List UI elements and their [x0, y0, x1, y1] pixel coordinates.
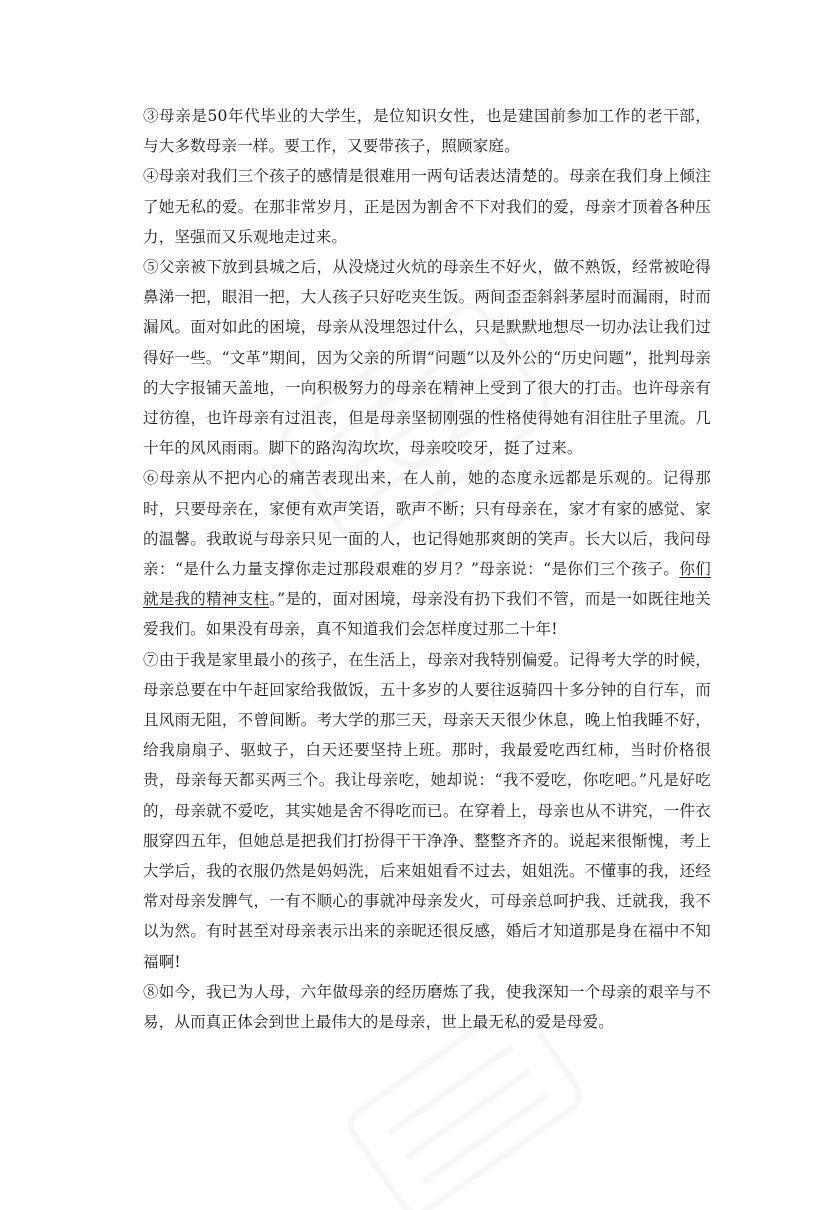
paragraph-7 — [143, 645, 711, 977]
paragraph-number: ⑦ — [143, 650, 159, 669]
underlined-phrase: 你们就是我的精神支柱 — [143, 560, 712, 609]
paragraph-text: 如今，我已为人母，六年做母亲的经历磨炼了我，使我深知一个母亲的艰辛与不易，从而真正体会到世上最伟大的是母亲，世上最无私的爱是母爱。 — [143, 982, 711, 1032]
paragraph-4 — [143, 161, 711, 252]
paragraph-3 — [143, 101, 711, 161]
paragraph-text: 父亲被下放到县城之后，从没烧过火炕的母亲生不好火，做不熟饭，经常被呛得鼻涕一把，眼泪一把，大人孩子只好吃夹生饭。两间歪歪斜斜茅屋时而漏雨，时而漏风。面对如此的困境，母亲从没埋怨过什么，只是默默地想尽一切办法让我们过得好一些。“文革”期间，因为父亲的所谓“问题”以及外公的“历史问题”，批判母亲的大字报铺天盖地，一向积极努力的母亲在精神上受到了很大的打击。也许母亲有过彷徨，也许母亲有过沮丧，但是母亲坚韧刚强的性格使得她有泪往肚子里流。几十年的风风雨雨。脚下的路沟沟坎坎，母亲咬咬牙，挺了过来。 — [143, 258, 711, 458]
paragraph-number: ⑤ — [143, 258, 159, 277]
paragraph-number: ④ — [143, 167, 159, 186]
article-body — [143, 101, 711, 1037]
paragraph-5 — [143, 252, 711, 463]
paragraph-number: ⑧ — [143, 982, 159, 1001]
watermark-corner-icon — [300, 1010, 630, 1210]
paragraph-text: 母亲对我们三个孩子的感情是很难用一两句话表达清楚的。母亲在我们身上倾注了她无私的爱。在那非常岁月，正是因为割舍不下对我们的爱，母亲才顶着各种压力，坚强而又乐观地走过来。 — [143, 167, 711, 246]
paragraph-text: 母亲从不把内心的痛苦表现出来，在人前，她的态度永远都是乐观的。记得那时，只要母亲在，家便有欢声笑语，歌声不断；只有母亲在，家才有家的感觉、家的温馨。我敢说与母亲只见一面的人，也记得她那爽朗的笑声。长大以后，我问母亲：“是什么力量支撑你走过那段艰难的岁月？”母亲说：“是你们三个孩子。 — [143, 469, 711, 579]
paragraph-number: ③ — [143, 107, 160, 125]
paragraph-number: ⑥ — [143, 469, 160, 488]
paragraph-8 — [143, 977, 711, 1037]
paragraph-text: 由于我是家里最小的孩子，在生活上，母亲对我特别偏爱。记得考大学的时候，母亲总要在中午赶回家给我做饭，五十多岁的人要往返骑四十多分钟的自行车，而且风雨无阻，不曾间断。考大学的那三天，母亲天天很少休息，晚上怕我睡不好，给我扇扇子、驱蚊子，白天还要坚持上班。那时，我最爱吃西红柿，当时价格很贵，母亲每天都买两三个。我让母亲吃，她却说：“我不爱吃，你吃吧。”凡是好吃的，母亲就不爱吃，其实她是舍不得吃而已。在穿着上，母亲也从不讲究，一件衣服穿四五年，但她总是把我们打扮得干干净净、整整齐齐的。说起来很惭愧，考上大学后，我的衣服仍然是妈妈洗，后来姐姐看不过去，姐姐洗。不懂事的我，还经常对母亲发脾气，一有不顺心的事就冲母亲发火，可母亲总呵护我、迁就我，我不以为然。有时甚至对母亲表示出来的亲昵还很反感，婚后才知道那是身在福中不知福啊! — [143, 650, 711, 971]
paragraph-6 — [143, 463, 711, 644]
paragraph-text-continued: 。”是的，面对困境，母亲没有扔下我们不管，而是一如既往地关爱我们。如果没有母亲，真不知道我们会怎样度过那二十年! — [143, 590, 711, 639]
paragraph-text: 母亲是50年代毕业的大学生，是位知识女性，也是建国前参加工作的老干部，与大多数母亲一样。要工作，又要带孩子，照顾家庭。 — [143, 107, 711, 156]
